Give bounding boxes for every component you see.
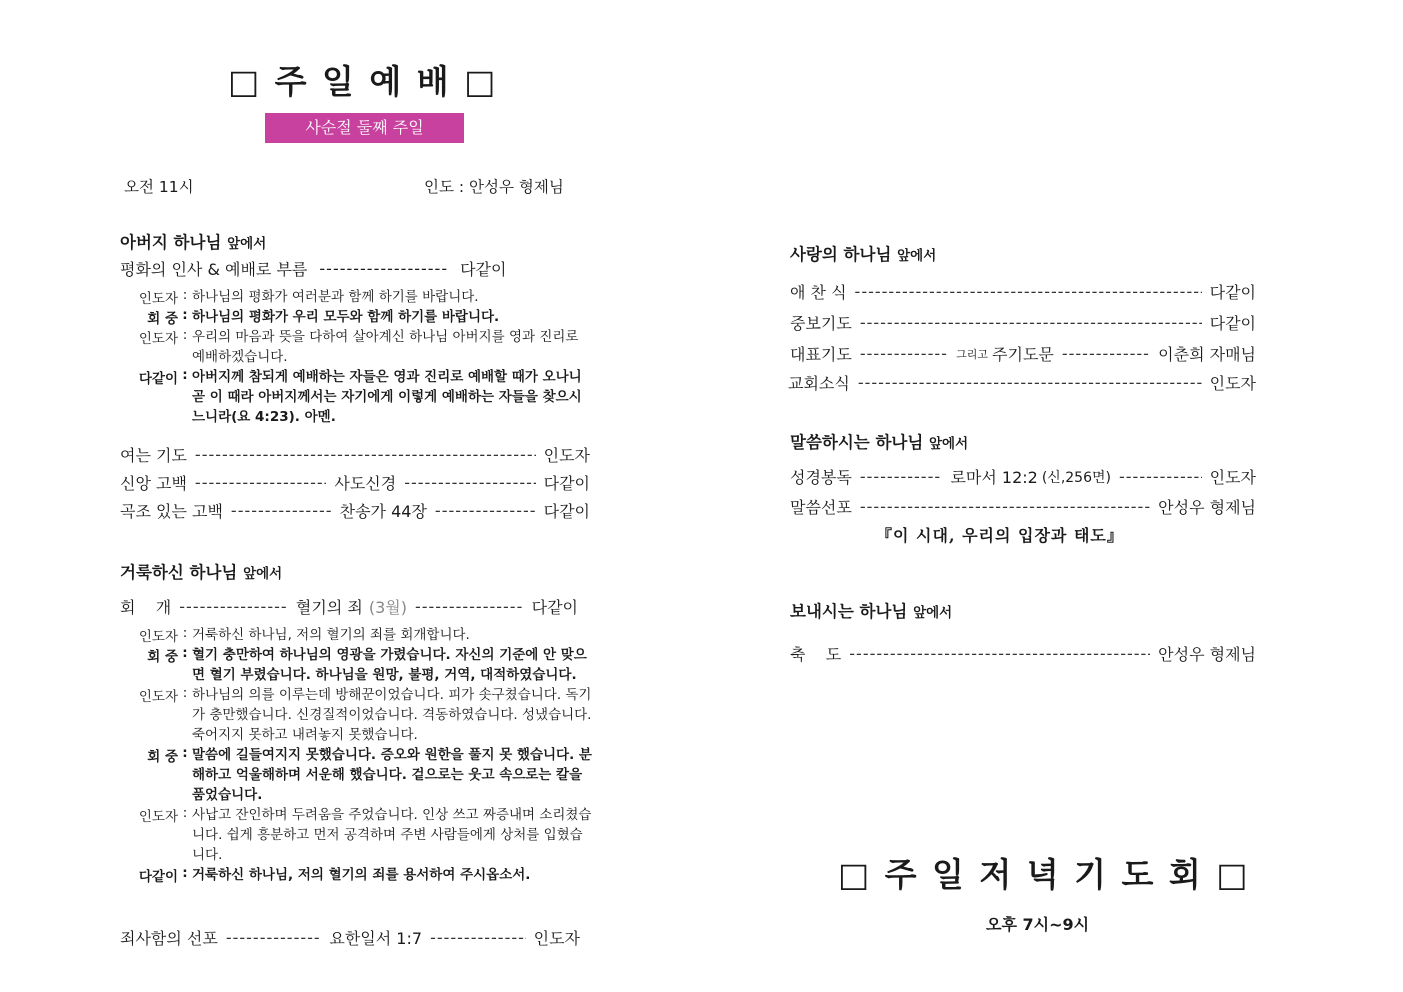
section-suffix: 앞에서 [913, 605, 953, 621]
order-note: (신,256면) [1041, 469, 1111, 486]
service-leader: 인도 : 안성우 형제님 [424, 178, 564, 196]
service-title: □ 주 일 예 배 □ [228, 62, 498, 101]
section-heading [790, 429, 968, 453]
order-note: (3월) [368, 598, 407, 617]
order-dashes [860, 344, 948, 363]
section-heading [120, 559, 282, 583]
order-item [790, 280, 1256, 303]
order-dashes [415, 597, 524, 616]
order-label: 회 개 [120, 598, 172, 617]
section-title: 보내시는 하나님 [790, 602, 908, 621]
order-dashes [860, 467, 943, 486]
order-item [790, 311, 1256, 334]
evening-title: □ 주 일 저 녁 기 도 회 □ [838, 855, 1250, 894]
order-middle: 요한일서 1:7 [329, 929, 423, 948]
reading-line: 인도자 : 우리의 마음과 뜻을 다하여 살아계신 하나님 아버지를 영과 진리로 예배하겠습니다. [110, 327, 588, 367]
reading-speaker: 회 중 [147, 649, 178, 665]
order-who: 다같이 [1209, 314, 1256, 333]
section-suffix: 앞에서 [897, 248, 937, 264]
reading-line: 회 중 : 혈기 충만하여 하나님의 영광을 가렸습니다. 자신의 기준에 안 맞으면 혈기 부렸습니다. 하나님을 원망, 불평, 거역, 대적하였습니다. [110, 645, 594, 685]
reading-text: 거룩하신 하나님, 저의 혈기의 죄를 용서하여 주시옵소서. [192, 867, 531, 883]
order-label: 평화의 인사 & 예배로 부름 [120, 260, 308, 279]
reading-text: 혈기 충만하여 하나님의 영광을 가렸습니다. 자신의 기준에 안 맞으면 혈기 부렸습니다. 하나님을 원망, 불평, 거역, 대적하였습니다. [192, 647, 587, 683]
reading-speaker: 다같이 [138, 371, 178, 387]
order-dashes [860, 497, 1150, 516]
reading-text: 말씀에 길들여지지 못했습니다. 증오와 원한을 풀지 못 했습니다. 분해하고 억울해하며 서운해 했습니다. 겉으로는 웃고 속으로는 칼을 품었습니다. [192, 747, 592, 803]
season-badge: 사순절 둘째 주일 [265, 113, 464, 143]
order-who: 이춘희 자매님 [1158, 345, 1256, 364]
order-label: 곡조 있는 고백 [120, 502, 223, 521]
evening-time: 오후 7시~9시 [986, 915, 1090, 934]
order-item [120, 595, 578, 618]
reading-speaker: 다같이 [138, 869, 178, 885]
responsive-reading [110, 287, 588, 427]
reading-speaker: 인도자 [138, 809, 178, 825]
reading-speaker: 회 중 [147, 311, 178, 327]
order-label: 대표기도 [790, 345, 852, 364]
order-middle: 로마서 12:2 [950, 468, 1038, 487]
reading-line: 회 중 : 하나님의 평화가 우리 모두와 함께 하기를 바랍니다. [110, 307, 588, 327]
order-who: 다같이 [543, 502, 591, 521]
reading-line: 인도자 : 사납고 잔인하며 두려움을 주었습니다. 인상 쓰고 짜증내며 소리쳤습니다. 쉽게 흥분하고 먼저 공격하며 주변 사람들에게 상처를 입혔습니다. [110, 805, 594, 865]
order-label: 여는 기도 [120, 446, 187, 465]
reading-line: 인도자 : 거룩하신 하나님, 저의 혈기의 죄를 회개합니다. [110, 625, 594, 645]
reading-text: 거룩하신 하나님, 저의 혈기의 죄를 회개합니다. [192, 627, 470, 643]
section-heading [790, 598, 952, 622]
order-conjunction: 그리고 [956, 347, 989, 361]
reading-text: 하나님의 평화가 우리 모두와 함께 하기를 바랍니다. [192, 309, 500, 325]
order-dashes [855, 282, 1202, 301]
reading-line: 인도자 : 하나님의 평화가 여러분과 함께 하기를 바랍니다. [110, 287, 588, 307]
reading-text: 하나님의 의를 이루는데 방해꾼이었습니다. 피가 솟구쳤습니다. 독기가 충만했습니다. 신경질적이었습니다. 격동하였습니다. 성냈습니다. 죽어지지 못하고 내려놓지 못했습니다. [192, 687, 592, 743]
order-dashes: ------------------- [319, 259, 449, 278]
order-dashes [1062, 344, 1150, 363]
reading-text: 하나님의 평화가 여러분과 함께 하기를 바랍니다. [192, 289, 479, 305]
reading-speaker: 회 중 [147, 749, 178, 765]
order-label: 축 도 [790, 645, 842, 664]
order-dashes [435, 501, 536, 520]
section-suffix: 앞에서 [227, 236, 267, 252]
order-dashes [858, 373, 1202, 392]
order-middle: 주기도문 [992, 345, 1054, 364]
order-item [120, 926, 580, 949]
order-who: 인도자 [1209, 468, 1256, 487]
reading-line: 다같이 : 거룩하신 하나님, 저의 혈기의 죄를 용서하여 주시옵소서. [110, 865, 594, 885]
section-suffix: 앞에서 [243, 566, 283, 582]
section-title: 아버지 하나님 [120, 233, 222, 252]
order-middle: 사도신경 [334, 474, 397, 493]
order-who: 다같이 [531, 598, 578, 617]
reading-speaker: 인도자 [138, 331, 178, 347]
reading-speaker: 인도자 [138, 291, 178, 307]
order-who: 다같이 [460, 260, 507, 279]
order-label: 애 찬 식 [790, 283, 847, 302]
order-dashes [195, 473, 326, 492]
order-who: 안성우 형제님 [1158, 645, 1256, 664]
order-dashes [195, 445, 536, 464]
section-title: 거룩하신 하나님 [120, 563, 238, 582]
order-who: 인도자 [533, 929, 580, 948]
order-who: 안성우 형제님 [1158, 498, 1256, 517]
order-dashes [231, 501, 332, 520]
reading-speaker: 인도자 [138, 629, 178, 645]
section-title: 사랑의 하나님 [790, 245, 892, 264]
responsive-reading [110, 625, 594, 885]
order-dashes [226, 928, 322, 947]
order-dashes [430, 928, 526, 947]
order-dashes [860, 313, 1202, 332]
order-item [120, 257, 585, 280]
order-label: 말씀선포 [790, 498, 852, 517]
reading-text: 우리의 마음과 뜻을 다하여 살아계신 하나님 아버지를 영과 진리로 예배하겠습니다. [192, 329, 579, 365]
section-title: 말씀하시는 하나님 [790, 433, 924, 452]
service-time: 오전 11시 [124, 178, 194, 196]
reading-line: 인도자 : 하나님의 의를 이루는데 방해꾼이었습니다. 피가 솟구쳤습니다. 독기가 충만했습니다. 신경질적이었습니다. 격동하였습니다. 성냈습니다. 죽어지지 못하고 내려놓지 못했습니다. [110, 685, 594, 745]
reading-line: 다같이 : 아버지께 참되게 예배하는 자들은 영과 진리로 예배할 때가 오나니 곧 이 때라 아버지께서는 자기에게 이렇게 예배하는 자들을 찾으시느니라(요 4:23). 아멘. [110, 367, 588, 427]
order-item [120, 443, 590, 466]
order-item [120, 499, 590, 522]
order-item [790, 495, 1256, 518]
reading-text: 아버지께 참되게 예배하는 자들은 영과 진리로 예배할 때가 오나니 곧 이 때라 아버지께서는 자기에게 이렇게 예배하는 자들을 찾으시느니라(요 4:23). 아멘. [192, 369, 582, 425]
order-label: 죄사함의 선포 [120, 929, 218, 948]
reading-speaker: 인도자 [138, 689, 178, 705]
order-who: 인도자 [543, 446, 590, 465]
order-item [788, 371, 1256, 394]
order-label: 성경봉독 [790, 468, 852, 487]
reading-line: 회 중 : 말씀에 길들여지지 못했습니다. 증오와 원한을 풀지 못 했습니다. 분해하고 억울해하며 서운해 했습니다. 겉으로는 웃고 속으로는 칼을 품었습니다. [110, 745, 594, 805]
order-item [790, 642, 1256, 665]
section-heading [790, 241, 936, 265]
order-label: 신앙 고백 [120, 474, 187, 493]
order-who: 인도자 [1209, 374, 1256, 393]
sermon-title: 『이 시대, 우리의 입장과 태도』 [876, 526, 1124, 545]
order-dashes [179, 597, 288, 616]
order-item [790, 465, 1256, 488]
order-middle: 혈기의 죄 [295, 598, 363, 617]
order-item [120, 471, 590, 494]
section-heading [120, 229, 266, 253]
order-dashes [404, 473, 535, 492]
order-dashes [849, 644, 1150, 663]
order-who: 다같이 [543, 474, 590, 493]
order-middle: 찬송가 44장 [339, 502, 427, 521]
order-label: 중보기도 [790, 314, 852, 333]
order-label: 교회소식 [788, 374, 850, 393]
order-item [790, 342, 1256, 365]
section-suffix: 앞에서 [929, 436, 969, 452]
order-dashes [1119, 467, 1202, 486]
order-who: 다같이 [1209, 283, 1256, 302]
reading-text: 사납고 잔인하며 두려움을 주었습니다. 인상 쓰고 짜증내며 소리쳤습니다. 쉽게 흥분하고 먼저 공격하며 주변 사람들에게 상처를 입혔습니다. [192, 807, 592, 863]
